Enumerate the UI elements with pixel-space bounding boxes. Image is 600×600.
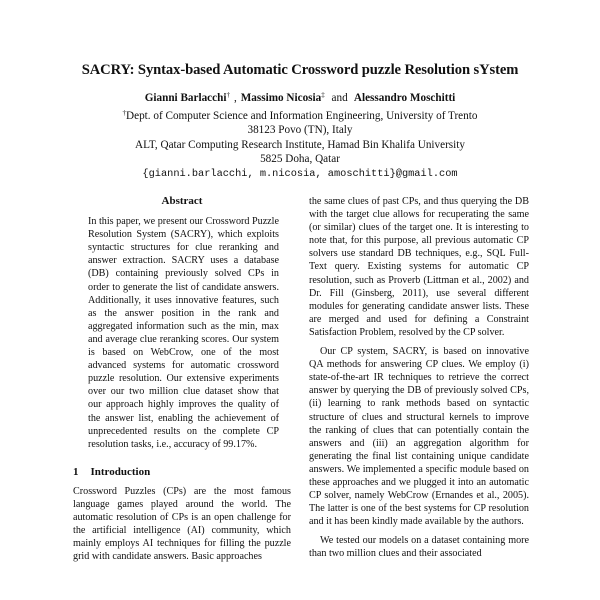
right-paragraph-1: the same clues of past CPs, and thus querying the DB with the target clue allows for recuperating the same (or similar) clues of the target one. It is interesting to note that, for this purpose, all previous automatic CP solvers use standard DB techniques, e.g., SQL Full-Text query. Existing systems for automatic CP resolution, such as Proverb (Littman et al., 2002) and Dr. Fill (Ginsberg, 2011), use several different modules for generating candidate answer lists. These are merged and used for defining a Constraint Satisfaction Problem, resolved by the CP solver. xyxy=(309,196,529,338)
affiliation-2-city: 5825 Doha, Qatar xyxy=(260,153,340,166)
abstract-text: In this paper, we present our Crossword Puzzle Resolution System (SACRY), which exploits syntactic structures for clue reranking and answer extraction. SACRY uses a database (DB) containing previously solved CPs in order to generate the list of candidate answers. Additionally, it uses innovative features, such as the answer position in the rank and aggregated information such as the min, max and average clue reranking scores. Our system is based on WebCrow, one of the most advanced systems for automatic crossword puzzle resolution. Our extensive experiments over our two million clue dataset show that our approach highly improves the quality of the answer list, enabling the achievement of unprecedented results on the complete CP resolution tasks, i.e., accuracy of 99.17%. xyxy=(88,216,279,450)
author-conjunction: and xyxy=(331,92,348,104)
author-1-mark: † xyxy=(226,91,230,99)
intro-paragraph: Crossword Puzzles (CPs) are the most famous language games played around the world. The automatic resolution of CPs is an open challenge for the artificial intelligence (AI) community, which mainly employs AI techniques for filling the puzzle grid with candidate answers. Basic approaches xyxy=(73,485,291,563)
right-paragraph-2: Our CP system, SACRY, is based on innovative QA methods for answering CP clues. We employ (i) state-of-the-art IR techniques to retrieve the correct answer by querying the DB of previously solved CPs, (ii) learning to rank methods based on syntactic structure of clues and structural kernels to improve the ranking of clues that can potentially contain the answers and (iii) an aggregation algorithm for generating the final list containing unique candidate answers. We implemented a specific module based on these approaches and we plugged it into an automatic CP solver, namely WebCrow (Ernandes et al., 2005). The latter is one of the best systems for CP resolution and it has been kindly made available by the authors. xyxy=(309,346,529,528)
author-2: Massimo Nicosia xyxy=(240,92,322,104)
right-column xyxy=(309,195,529,561)
author-1: Gianni Barlacchi xyxy=(144,92,227,104)
affiliation-2: ALT, Qatar Computing Research Institute, Hamad Bin Khalifa University xyxy=(135,138,465,151)
abstract-heading: Abstract xyxy=(161,195,203,207)
left-column xyxy=(73,195,291,563)
right-paragraph-3: We tested our models on a dataset containing more than two million clues and their associated xyxy=(309,535,529,560)
section-title: Introduction xyxy=(90,465,151,478)
paper-title: SACRY: Syntax-based Automatic Crossword puzzle Resolution sYstem xyxy=(81,62,519,78)
affiliation-1: †Dept. of Computer Science and Information Engineering, University of Trento xyxy=(122,108,478,122)
author-3: Alessandro Moschitti xyxy=(353,92,456,104)
author-emails: {gianni.barlacchi, m.nicosia, amoschitti}@gmail.com xyxy=(142,167,458,180)
author-block xyxy=(0,88,600,182)
author-2-mark: ‡ xyxy=(321,91,325,99)
affiliation-1-city: 38123 Povo (TN), Italy xyxy=(247,124,353,137)
author-names: Gianni Barlacchi† , Massimo Nicosia‡ and Alessandro Moschitti xyxy=(144,91,456,104)
section-number: 1 xyxy=(73,465,79,478)
affiliation-1-mark: † xyxy=(122,108,127,117)
section-heading xyxy=(73,466,291,479)
